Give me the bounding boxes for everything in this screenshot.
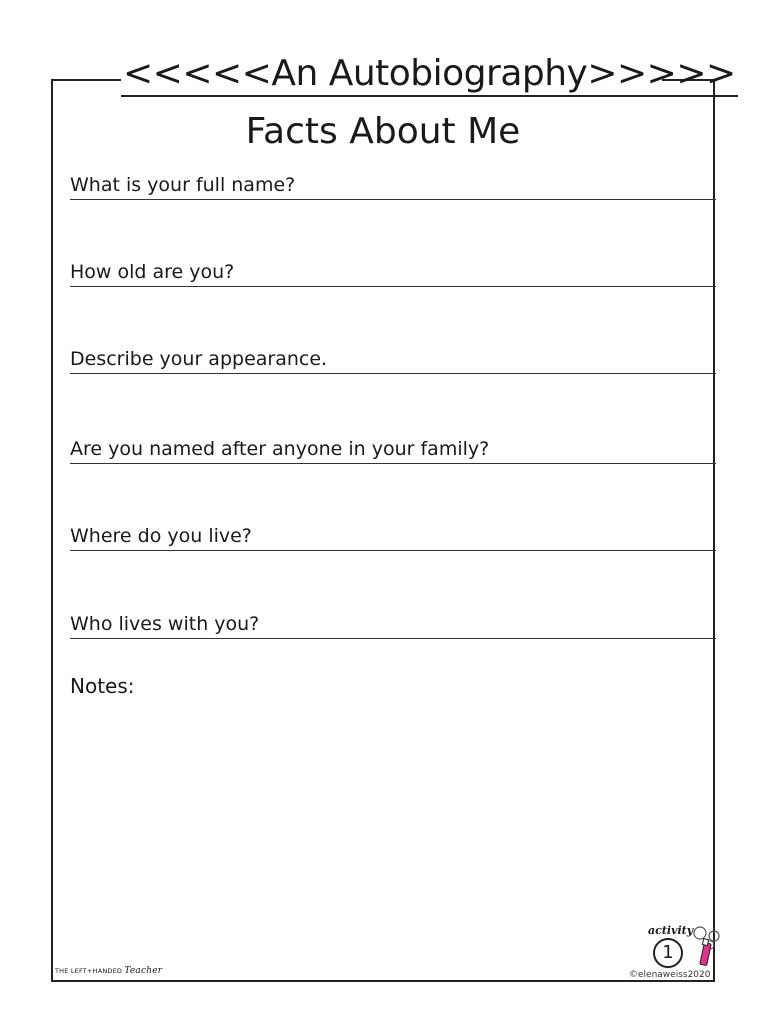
question-named-after[interactable]: Are you named after anyone in your family? (70, 437, 716, 464)
activity-number-badge: 1 (653, 938, 683, 968)
brand-script: Teacher (124, 966, 163, 976)
question-where-live[interactable]: Where do you live? (70, 524, 716, 551)
question-age[interactable]: How old are you? (70, 260, 716, 287)
question-appearance[interactable]: Describe your appearance. (70, 347, 716, 374)
copyright-text: ©elenaweiss2020 (629, 970, 711, 980)
page-title: Facts About Me (245, 111, 521, 152)
banner-title (121, 52, 736, 97)
brand-caps: THE LEFT+HANDED (55, 967, 123, 975)
banner-text: <<<<<An Autobiography>>>>> (121, 53, 738, 97)
question-who-lives[interactable]: Who lives with you? (70, 612, 716, 639)
question-full-name[interactable]: What is your full name? (70, 173, 716, 200)
notes-label: Notes: (70, 674, 135, 698)
activity-label: activity (648, 924, 694, 937)
brand-logo (55, 966, 162, 976)
